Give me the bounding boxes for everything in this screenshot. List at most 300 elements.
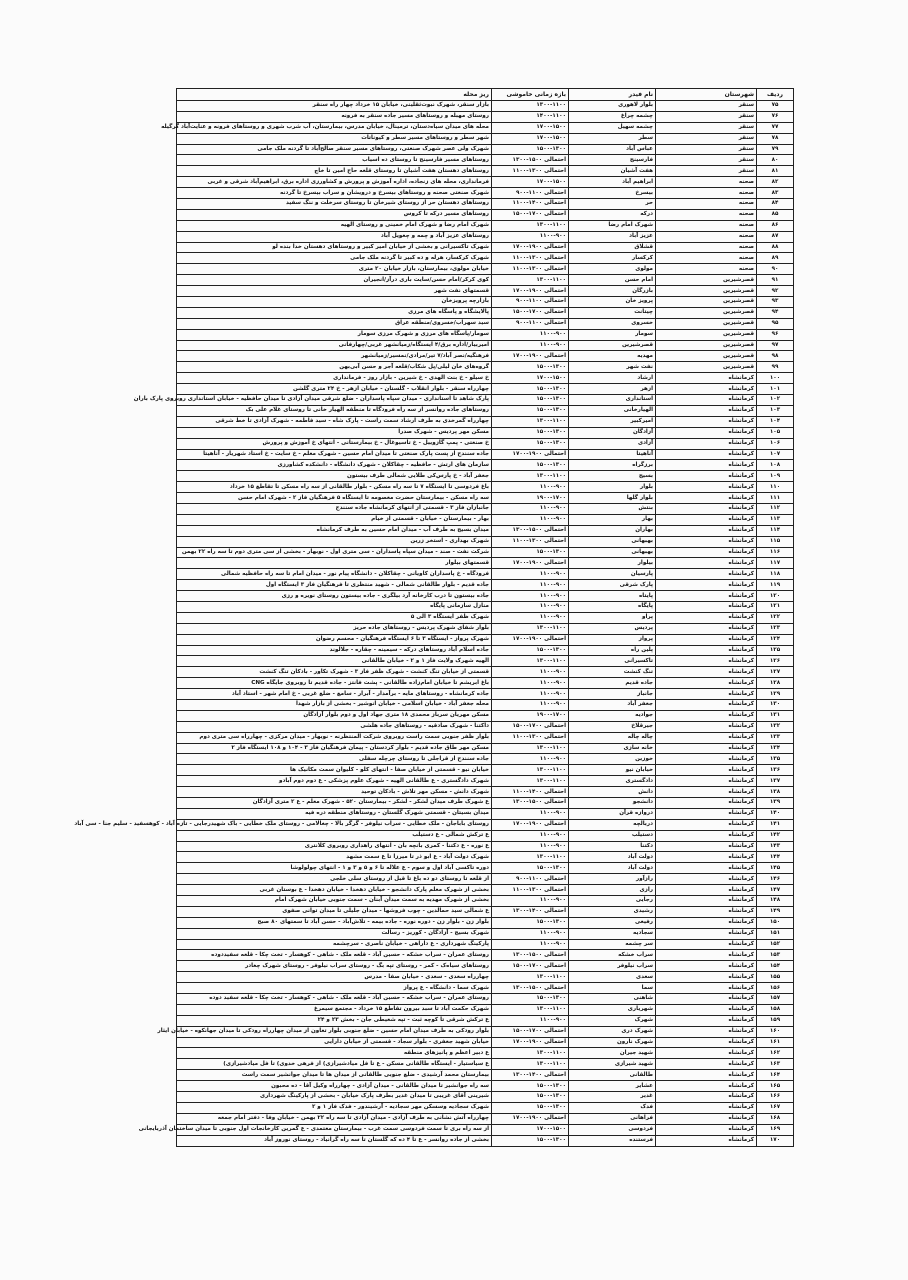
cell-time: ۱۱۰۰-۹۰۰	[492, 928, 569, 939]
table-row	[177, 351, 794, 362]
cell-city: کرمانشاه	[656, 678, 757, 689]
cell-area: خیابان مولوی، بیمارستان، بازار خیابان ۲۰ متری	[177, 264, 492, 275]
cell-area: روستاهای مسیر فارسینج تا روستای ده اسیاب	[177, 155, 492, 166]
table-row	[177, 939, 794, 950]
table-row	[177, 384, 794, 395]
cell-city: کرمانشاه	[656, 405, 757, 416]
cell-row-number: ۱۰۷	[757, 449, 794, 460]
cell-feeder: چاله چاله	[569, 732, 656, 743]
cell-city: کرمانشاه	[656, 983, 757, 994]
cell-time: ۱۱۰۰-۹۰۰	[492, 667, 569, 678]
cell-row-number: ۱۳۰	[757, 699, 794, 710]
cell-row-number: ۱۴۳	[757, 841, 794, 852]
cell-time: ۱۹۰۰-۱۷۰۰	[492, 710, 569, 721]
table-row	[177, 917, 794, 928]
cell-feeder: پرواز	[569, 634, 656, 645]
cell-area: سه راه مسکن - بیمارستان حضرت معصومه تا ایستگاه ۵ فرهنگیان فاز ۲ - شهرک امام حسن	[177, 493, 492, 504]
cell-row-number: ۱۳۶	[757, 765, 794, 776]
cell-row-number: ۱۱۶	[757, 547, 794, 558]
cell-row-number: ۷۶	[757, 111, 794, 122]
cell-area: شهرک دولت آباد - ع ابو ذر تا میرزا تا ع سمت مشهد	[177, 852, 492, 863]
cell-feeder: شهید شیرازی	[569, 1059, 656, 1070]
table-row	[177, 416, 794, 427]
table-row	[177, 787, 794, 798]
cell-row-number: ۸۱	[757, 166, 794, 177]
cell-feeder: رازی	[569, 885, 656, 896]
table-row	[177, 950, 794, 961]
cell-feeder: سر چشمه	[569, 939, 656, 950]
cell-city: کرمانشاه	[656, 569, 757, 580]
cell-feeder: بیلوار	[569, 558, 656, 569]
table-row	[177, 710, 794, 721]
table-row	[177, 297, 794, 308]
cell-area: جاده سنندج از پست پارک صنعتی تا میدان امام حسین - شهرک معلم - خ سایت - خ استاد شهریار - آناهیتا	[177, 449, 492, 460]
cell-row-number: ۱۶۳	[757, 1059, 794, 1070]
cell-city: کرمانشاه	[656, 427, 757, 438]
cell-feeder: جیرقلاخ	[569, 721, 656, 732]
cell-row-number: ۸۷	[757, 231, 794, 242]
cell-area: ع ترکش شرقی تا کوچه ثبت - تپه شعیطی جان - بخش ۲۳ و ۲۴	[177, 1015, 492, 1026]
table-row	[177, 994, 794, 1005]
cell-feeder: فدک	[569, 1102, 656, 1113]
cell-city: قصرشیرین	[656, 362, 757, 373]
cell-time: احتمالی ۱۹۰۰-۱۷۰۰	[492, 449, 569, 460]
cell-area: روستاهای جاده روانسر از سه راه فرودگاه تا منطقه الهیار خانی تا روستای غلام علی بک	[177, 405, 492, 416]
cell-time: ۱۱۰۰-۹۰۰	[492, 841, 569, 852]
cell-time: ۱۳۰۰-۱۱۰۰	[492, 623, 569, 634]
cell-row-number: ۷۸	[757, 133, 794, 144]
cell-city: قصرشیرین	[656, 340, 757, 351]
cell-time: ۱۳۰۰-۱۱۰۰	[492, 852, 569, 863]
cell-feeder: بهار	[569, 514, 656, 525]
cell-time: ۱۱۰۰-۹۰۰	[492, 808, 569, 819]
cell-area: سازمان های ارتش - حافظیه - چقاکلان - شهرک دانشگاه - دانشکده کشاورزی	[177, 460, 492, 471]
table-row	[177, 329, 794, 340]
cell-feeder: بازرگان	[569, 286, 656, 297]
cell-time: ۱۷۰۰-۱۵۰۰	[492, 177, 569, 188]
cell-row-number: ۱۳۱	[757, 710, 794, 721]
cell-city: قصرشیرین	[656, 286, 757, 297]
cell-area: بلوار زن - بلوار زن - دوره نوره - جاده بیمه - تلاش‌آباد - حسن آباد تا سمتهای ۸۰ صبح	[177, 917, 492, 928]
cell-feeder: بلوار لاهوری	[569, 101, 656, 112]
cell-city: صحنه	[656, 242, 757, 253]
cell-city: کرمانشاه	[656, 776, 757, 787]
cell-row-number: ۱۵۷	[757, 994, 794, 1005]
table-row	[177, 558, 794, 569]
cell-row-number: ۸۲	[757, 177, 794, 188]
cell-area: روستای مهبله و روستاهای مسیر جاده سنقر به فرونه	[177, 111, 492, 122]
cell-area: محله جعفر آباد - خیابان اسلامی - خیابان انوشیر - بخشی از بازار شهدا	[177, 699, 492, 710]
cell-time: ۱۱۰۰-۹۰۰	[492, 231, 569, 242]
cell-time: ۱۳۰۰-۱۱۰۰	[492, 1059, 569, 1070]
cell-city: کرمانشاه	[656, 819, 757, 830]
cell-feeder: پراو	[569, 612, 656, 623]
cell-time: احتمالی ۱۳۰۰-۱۱۰۰	[492, 732, 569, 743]
cell-time: ۱۳۰۰-۱۱۰۰	[492, 471, 569, 482]
cell-time: احتمالی ۱۵۰۰-۱۳۰۰	[492, 983, 569, 994]
cell-area: داکتنا - شهرک صادقیه - روستاهای جاده هلشی	[177, 721, 492, 732]
table-row	[177, 983, 794, 994]
cell-city: کرمانشاه	[656, 416, 757, 427]
cell-row-number: ۱۶۶	[757, 1092, 794, 1103]
cell-city: کرمانشاه	[656, 939, 757, 950]
cell-time: احتمالی ۱۷۰۰-۱۵۰۰	[492, 209, 569, 220]
cell-city: صحنه	[656, 188, 757, 199]
cell-city: صحنه	[656, 209, 757, 220]
cell-time: ۱۳۰۰-۱۱۰۰	[492, 972, 569, 983]
cell-feeder: پایگاه	[569, 601, 656, 612]
cell-row-number: ۹۹	[757, 362, 794, 373]
cell-area: شهرک سجادیه وسسکن مهر سجادیه - آرشیندور - فدک فاز ۱ و ۲	[177, 1102, 492, 1113]
cell-feeder: شهرک نارون	[569, 1037, 656, 1048]
table-row	[177, 209, 794, 220]
cell-city: قصرشیرین	[656, 307, 757, 318]
cell-feeder: بلوار گلها	[569, 493, 656, 504]
cell-time: احتمالی ۱۱۰۰-۹۰۰	[492, 297, 569, 308]
cell-time: ۱۵۰۰-۱۳۰۰	[492, 460, 569, 471]
table-row	[177, 1092, 794, 1103]
cell-feeder: سطر	[569, 133, 656, 144]
cell-row-number: ۷۵	[757, 101, 794, 112]
table-row	[177, 362, 794, 373]
cell-feeder: عباس آباد	[569, 144, 656, 155]
cell-city: کرمانشاه	[656, 710, 757, 721]
cell-city: کرمانشاه	[656, 1135, 757, 1146]
cell-row-number: ۹۰	[757, 264, 794, 275]
table-row	[177, 601, 794, 612]
cell-area: کوی کرکر/امام حسن/سایت باری درآز/انجیران	[177, 275, 492, 286]
table-row	[177, 1026, 794, 1037]
cell-city: صحنه	[656, 253, 757, 264]
cell-feeder: خوزین	[569, 754, 656, 765]
table-row	[177, 841, 794, 852]
cell-time: ۱۴۰۰-۱۱۰۰	[492, 111, 569, 122]
cell-time: احتمالی ۱۹۰۰-۱۷۰۰	[492, 351, 569, 362]
cell-city: کرمانشاه	[656, 830, 757, 841]
cell-feeder: دستیلب	[569, 830, 656, 841]
cell-area: خیابان شهید جعفری - بلوار سجاد - قسمتی از خیابان دارایی	[177, 1037, 492, 1048]
cell-row-number: ۱۲۶	[757, 656, 794, 667]
table-row	[177, 525, 794, 536]
cell-city: کرمانشاه	[656, 656, 757, 667]
cell-city: کرمانشاه	[656, 689, 757, 700]
cell-feeder: بهبهانی	[569, 547, 656, 558]
cell-row-number: ۱۰۵	[757, 427, 794, 438]
cell-row-number: ۱۲۴	[757, 634, 794, 645]
cell-city: سنقر	[656, 101, 757, 112]
cell-row-number: ۹۵	[757, 318, 794, 329]
cell-time: ۱۵۰۰-۱۳۰۰	[492, 1102, 569, 1113]
outage-schedule-table	[74, 88, 794, 1147]
cell-feeder: قشلاق	[569, 242, 656, 253]
table-row	[177, 623, 794, 634]
cell-area: جاده سنندج از قراجلی تا روستای چرچله سفلی	[177, 754, 492, 765]
cell-time: ۱۱۰۰-۹۰۰	[492, 1015, 569, 1026]
cell-time: احتمالی ۱۱۰۰-۹۰۰	[492, 318, 569, 329]
cell-city: قصرشیرین	[656, 329, 757, 340]
cell-feeder: قصرشیرین	[569, 340, 656, 351]
cell-city: سنقر	[656, 111, 757, 122]
table-row	[177, 144, 794, 155]
cell-city: کرمانشاه	[656, 612, 757, 623]
cell-feeder: تاکسیرانی	[569, 656, 656, 667]
cell-area: شهرک ظفر ایستگاه ۳ الی ۵	[177, 612, 492, 623]
cell-city: کرمانشاه	[656, 525, 757, 536]
cell-row-number: ۱۶۹	[757, 1124, 794, 1135]
cell-feeder: چیتانت	[569, 307, 656, 318]
table-row	[177, 928, 794, 939]
table-row	[177, 1081, 794, 1092]
cell-area: ع دبیر اعظم و پانیزهای منطقه	[177, 1048, 492, 1059]
cell-time: ۱۷۰۰-۱۵۰۰	[492, 133, 569, 144]
cell-city: کرمانشاه	[656, 438, 757, 449]
cell-city: کرمانشاه	[656, 503, 757, 514]
cell-feeder: عزیز آباد	[569, 231, 656, 242]
cell-row-number: ۱۲۰	[757, 591, 794, 602]
cell-feeder: دادگستری	[569, 776, 656, 787]
cell-row-number: ۱۱۹	[757, 580, 794, 591]
cell-city: سنقر	[656, 122, 757, 133]
cell-row-number: ۱۰۹	[757, 471, 794, 482]
table-row	[177, 438, 794, 449]
cell-feeder: ارشاد	[569, 373, 656, 384]
cell-feeder: پارک شرقی	[569, 580, 656, 591]
table-row	[177, 264, 794, 275]
table-row	[177, 896, 794, 907]
table-row	[177, 199, 794, 210]
cell-row-number: ۱۰۰	[757, 373, 794, 384]
cell-city: صحنه	[656, 199, 757, 210]
cell-feeder: درکه	[569, 209, 656, 220]
cell-area: روستای عمران - سراب خشکه - حسین آباد - قلعه ملک - شاهی - کوهسار - تخت چکا - قلعه سفیددوده	[177, 950, 492, 961]
cell-time: احتمالی ۱۴۰۰-۱۳۰۰	[492, 1070, 569, 1081]
cell-time: ۱۵۰۰-۱۳۰۰	[492, 405, 569, 416]
cell-city: قصرشیرین	[656, 275, 757, 286]
table-row	[177, 427, 794, 438]
cell-feeder: سعدی	[569, 972, 656, 983]
cell-area: چهارراه گمرخدی به طرف ارشاد سمت راست - پارک شاه - سید فاطمه - شهرک آزادی تا خط شرقی	[177, 416, 492, 427]
cell-city: کرمانشاه	[656, 699, 757, 710]
cell-area: پارکینگ شهرداری - ع داراهی - خیابان ناصری - سرچشمه	[177, 939, 492, 950]
table-row	[177, 580, 794, 591]
cell-feeder: دانش	[569, 787, 656, 798]
cell-row-number: ۸۰	[757, 155, 794, 166]
table-row	[177, 340, 794, 351]
table-row	[177, 231, 794, 242]
cell-city: کرمانشاه	[656, 994, 757, 1005]
cell-time: ۱۵۰۰-۱۳۰۰	[492, 438, 569, 449]
cell-feeder: سجادیه	[569, 928, 656, 939]
cell-city: قصرشیرین	[656, 318, 757, 329]
cell-area: خیابان نیو - قسمتی از خیابان صفا - انتهای کلو - کلیوان سمت مکانیک ها	[177, 765, 492, 776]
cell-time: ۱۱۰۰-۹۰۰	[492, 340, 569, 351]
table-row	[177, 493, 794, 504]
cell-city: کرمانشاه	[656, 1037, 757, 1048]
cell-area: فرمانداری، محله های زنجاده، اداره آموزش و پرورش و کشاورزی اداره برق، ابراهیم‌آباد شرقی و غربی	[177, 177, 492, 188]
cell-feeder: مولوی	[569, 264, 656, 275]
cell-row-number: ۱۳۷	[757, 776, 794, 787]
table-row	[177, 253, 794, 264]
cell-time: ۱۱۰۰-۹۰۰	[492, 689, 569, 700]
cell-row-number: ۸۴	[757, 199, 794, 210]
table-row	[177, 569, 794, 580]
cell-time: احتمالی ۱۱۰۰-۹۰۰	[492, 874, 569, 885]
cell-feeder: جعفر آباد	[569, 699, 656, 710]
cell-area: ع سیاستیار - ایستگاه طالقانی مسکن - ع تا فل میادشیرازی) از فرهی خدوی) تا فل میادشیرازی)	[177, 1059, 492, 1070]
table-row	[177, 111, 794, 122]
cell-area: بازارچه پرویزخان	[177, 297, 492, 308]
cell-feeder: خسروی	[569, 318, 656, 329]
cell-city: صحنه	[656, 264, 757, 275]
cell-row-number: ۹۳	[757, 297, 794, 308]
table-row	[177, 634, 794, 645]
table-row	[177, 874, 794, 885]
cell-time: ۱۳۰۰-۱۱۰۰	[492, 275, 569, 286]
table-row	[177, 122, 794, 133]
cell-time: ۱۳۰۰-۱۱۰۰	[492, 1004, 569, 1015]
cell-area: مسکن مهریان سرباز محمدی ۱۸ متری جهاد اول و دوم بلوار آزادگان	[177, 710, 492, 721]
cell-time: احتمالی ۱۹۰۰-۱۷۰۰	[492, 1037, 569, 1048]
cell-time: ۱۱۰۰-۹۰۰	[492, 896, 569, 907]
cell-feeder: امیرکبیر	[569, 416, 656, 427]
cell-row-number: ۱۴۶	[757, 874, 794, 885]
cell-city: قصرشیرین	[656, 297, 757, 308]
cell-feeder: عشایر	[569, 1081, 656, 1092]
cell-row-number: ۱۷۰	[757, 1135, 794, 1146]
cell-area: پارک شاهد تا استانداری - میدان سپاه پاسداران - ضلع شرقی میدان آزادی تا میدان حافظیه - خیابان استانداری روبروی پارک باران	[177, 395, 492, 406]
table-row	[177, 155, 794, 166]
cell-city: کرمانشاه	[656, 460, 757, 471]
cell-time: ۱۳۰۰-۱۱۰۰	[492, 776, 569, 787]
cell-row-number: ۱۴۸	[757, 896, 794, 907]
cell-feeder: طالقانی	[569, 1070, 656, 1081]
cell-time: ۱۳۰۰-۱۱۰۰	[492, 416, 569, 427]
cell-feeder: برزگراه	[569, 460, 656, 471]
cell-row-number: ۷۷	[757, 122, 794, 133]
cell-feeder: امام حسن	[569, 275, 656, 286]
cell-area: سید سهراب/خسروی/منطقه عراق	[177, 318, 492, 329]
cell-area: جاده کرمانشاه - روستاهای مایه - برآمدار - آبرار - سامع - ضلع غربی - خ امام شهر - استاد آباد	[177, 689, 492, 700]
table-header-row	[177, 89, 794, 101]
cell-time: ۱۱۰۰-۹۰۰	[492, 569, 569, 580]
cell-city: کرمانشاه	[656, 743, 757, 754]
cell-feeder: فرستنده	[569, 1135, 656, 1146]
cell-city: کرمانشاه	[656, 798, 757, 809]
cell-area: محله های میدان سیاه‌دستان، ترمینال، خیابان مدرس، بیمارستان، آب شرب شهری و روستاهای فرونه و عنایت‌آباد گرگیله	[177, 122, 492, 133]
cell-feeder: بهبهانی	[569, 536, 656, 547]
cell-area: ع نوره - ع دکتنا - کمری بانچه بان - انتهای راهداری روبروی کلانتری	[177, 841, 492, 852]
cell-time: ۱۵۰۰-۱۳۰۰	[492, 547, 569, 558]
cell-time: ۱۵۰۰-۱۳۰۰	[492, 1081, 569, 1092]
cell-area: جعفر آباد - خ پارس‌کی طلایی شمالی طرف بیستون	[177, 471, 492, 482]
table-row	[177, 220, 794, 231]
cell-row-number: ۱۶۱	[757, 1037, 794, 1048]
cell-feeder: دکتنا	[569, 841, 656, 852]
cell-time: ۱۱۰۰-۹۰۰	[492, 601, 569, 612]
cell-time: ۱۵۰۰-۱۳۰۰	[492, 384, 569, 395]
table-row	[177, 471, 794, 482]
table-row	[177, 972, 794, 983]
cell-feeder: چشمه سهیل	[569, 122, 656, 133]
cell-row-number: ۱۵۱	[757, 928, 794, 939]
cell-area: باغ ابریشم تا خیابان امام‌زاده طالقانی - پشت فانتز - جاده قدیم تا روبروی جایگاه CNG	[177, 678, 492, 689]
cell-city: کرمانشاه	[656, 1102, 757, 1113]
cell-feeder: جانباز	[569, 689, 656, 700]
cell-row-number: ۱۶۴	[757, 1070, 794, 1081]
cell-feeder: آناهیتا	[569, 449, 656, 460]
cell-city: کرمانشاه	[656, 1070, 757, 1081]
cell-city: کرمانشاه	[656, 373, 757, 384]
cell-feeder: پرویز خان	[569, 297, 656, 308]
cell-city: کرمانشاه	[656, 950, 757, 961]
cell-area: گروه‌های خان لیلی/پل شکاب/قلعه آجر و حسن آبی‌بهن	[177, 362, 492, 373]
table-row	[177, 318, 794, 329]
cell-feeder: سراب نیلوفر	[569, 961, 656, 972]
cell-area: قسمتی از خیابان تنگ کنشت - شهرک ظفر فاز ۳ - شهرک تکاور - بادکان تنگ کنشت	[177, 667, 492, 678]
cell-city: سنقر	[656, 144, 757, 155]
cell-time: احتمالی ۱۹۰۰-۱۷۰۰	[492, 242, 569, 253]
cell-area: چهارراه سنقر - بلوار انقلاب - گلستان - خیابان ازهر - خ ۲۴ متری گلشن	[177, 384, 492, 395]
cell-row-number: ۱۳۸	[757, 787, 794, 798]
cell-city: کرمانشاه	[656, 852, 757, 863]
cell-city: کرمانشاه	[656, 384, 757, 395]
cell-feeder: آزادگان	[569, 427, 656, 438]
cell-city: سنقر	[656, 166, 757, 177]
cell-area: منازل سازمانی پایگاه	[177, 601, 492, 612]
cell-city: کرمانشاه	[656, 1081, 757, 1092]
cell-time: ۱۷۰۰-۱۵۰۰	[492, 122, 569, 133]
cell-city: کرمانشاه	[656, 917, 757, 928]
table-row	[177, 906, 794, 917]
cell-area: چهارراه آتش نشانی به طرف آزادی - میدان آزادی تا سه راه ۲۲ بهمن - خیابان وفا - دفتر امام جمعه	[177, 1113, 492, 1124]
cell-area: شهرک صنعتی صحنه و روستاهای بیسرخ و درویشان و سراب بیسرخ تا گردنه	[177, 188, 492, 199]
cell-area: شهرک کرکسار، هرله و ده کبیر تا گردنه ملک جامی	[177, 253, 492, 264]
cell-time: ۱۵۰۰-۱۳۰۰	[492, 917, 569, 928]
cell-time: ۱۳۰۰-۱۱۰۰	[492, 101, 569, 112]
cell-feeder: دولت آباد	[569, 852, 656, 863]
table-row	[177, 689, 794, 700]
cell-area: قسمتهای نفت شهر	[177, 286, 492, 297]
cell-time: ۱۱۰۰-۹۰۰	[492, 612, 569, 623]
cell-feeder: رشیدی	[569, 906, 656, 917]
cell-city: کرمانشاه	[656, 1004, 757, 1015]
cell-row-number: ۱۵۶	[757, 983, 794, 994]
cell-row-number: ۱۴۱	[757, 819, 794, 830]
table-row	[177, 721, 794, 732]
table-row	[177, 1037, 794, 1048]
cell-row-number: ۱۶۲	[757, 1048, 794, 1059]
cell-area: ع ترکش شمالی - ع دستیلب	[177, 830, 492, 841]
cell-city: کرمانشاه	[656, 1124, 757, 1135]
cell-city: صحنه	[656, 231, 757, 242]
cell-row-number: ۱۵۳	[757, 950, 794, 961]
cell-feeder: نفت شهر	[569, 362, 656, 373]
cell-city: کرمانشاه	[656, 732, 757, 743]
cell-area: سومار/پاسگاه های مرزی و شهرک مرزی سومار	[177, 329, 492, 340]
cell-feeder: رفیعی	[569, 917, 656, 928]
table-row	[177, 852, 794, 863]
cell-city: کرمانشاه	[656, 493, 757, 504]
table-row	[177, 101, 794, 112]
cell-feeder: شاهنی	[569, 994, 656, 1005]
table-row	[177, 830, 794, 841]
cell-feeder: دانشجو	[569, 798, 656, 809]
table-row	[177, 612, 794, 623]
table-row	[177, 885, 794, 896]
cell-area: الهیه شهرک ولایت فاز ۱ و ۲ - خیابان طالقانی	[177, 656, 492, 667]
table-row	[177, 678, 794, 689]
cell-city: کرمانشاه	[656, 591, 757, 602]
